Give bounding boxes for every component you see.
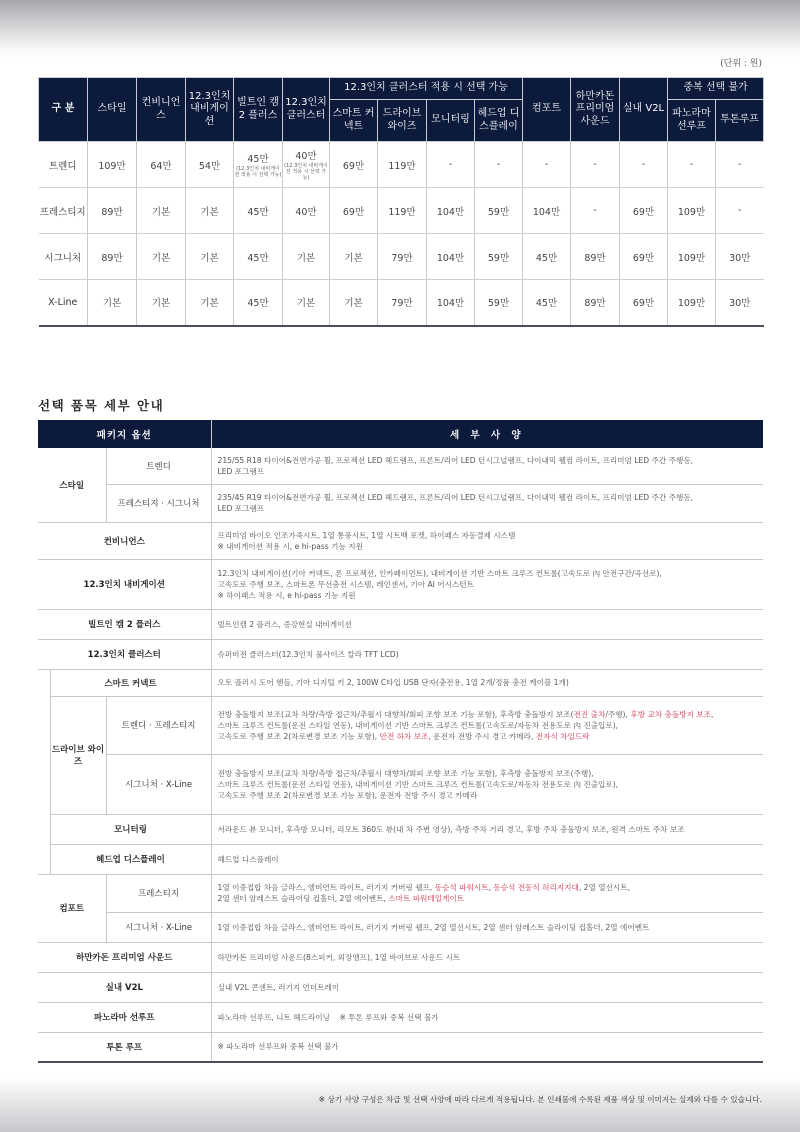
option-harman: 하만카돈 프리미엄 사운드 [38, 942, 211, 972]
spec-desc: 슈퍼비전 클러스터(12.3인치 풀사이즈 칼라 TFT LCD) [211, 639, 763, 669]
harman-cell: 89만 [571, 280, 620, 326]
option-hud: 헤드업 디스플레이 [50, 844, 211, 874]
option-monitoring: 모니터링 [50, 814, 211, 844]
comfort-cell: - [523, 142, 571, 188]
builtin-cam-price: 45만 [247, 154, 269, 165]
cluster-cell: 기본 [283, 280, 330, 326]
option-style: 스타일 [38, 448, 106, 522]
header-convenience: 컨비니언스 [137, 78, 186, 142]
drive-wise-cell: 119만 [378, 188, 427, 234]
convenience-cell: 기본 [137, 234, 186, 280]
spec-line: LED 포그램프 [217, 504, 265, 513]
smart-connect-cell: 69만 [330, 142, 378, 188]
twotone-cell: - [716, 188, 764, 234]
harman-cell: 89만 [571, 234, 620, 280]
spec-desc: 오토 플러시 도어 핸들, 기아 디지털 키 2, 100W C타입 USB 단자(충전용, 1열 2개/정품 충전 케이블 1개) [211, 669, 763, 696]
spec-line: 스마트 크루즈 컨트롤(운전 스타일 연동), 내비게이션 기반 스마트 크루즈 컨트롤(고속도로/자동차 전용도로 內 진출입로), [217, 779, 619, 789]
highlight-text: 스마트 파워테일게이트 [388, 894, 465, 903]
v2l-cell: 69만 [620, 234, 668, 280]
option-v2l: 실내 V2L [38, 972, 211, 1002]
panorama-cell: 109만 [668, 234, 716, 280]
spec-desc [211, 559, 763, 609]
spec-desc: 실내 V2L 콘센트, 러기지 언더트레이 [211, 972, 763, 1002]
spec-text: 1열 이중접합 차음 글라스, 엠비언트 라이트, 러기지 커버링 쉘프, [217, 883, 435, 892]
highlight-text: 전진 출차 [573, 709, 606, 719]
detail-table [38, 420, 763, 1063]
table-row [38, 669, 763, 696]
table-row [38, 484, 763, 522]
navi-cell: 기본 [186, 280, 234, 326]
table-row [38, 874, 763, 912]
table-row [38, 844, 763, 874]
highlight-text: 후방 교차 충돌방지 보조, [630, 709, 714, 719]
monitoring-cell: 104만 [427, 280, 475, 326]
hud-cell: 59만 [475, 234, 523, 280]
builtin-cam-cell: 45만 [234, 280, 283, 326]
sub-signature-xline: 시그니처 · X-Line [106, 754, 211, 814]
spec-text: , 운전자 전방 주시 경고 카메라, [428, 731, 536, 741]
header-comfort: 컴포트 [523, 78, 571, 142]
spec-desc [211, 696, 763, 754]
sub-trendy: 트렌디 [106, 448, 211, 484]
spec-desc: 1열 이중접합 차음 글라스, 엠비언트 라이트, 러기지 커버링 쉘프, 2열 열선시트, 2열 센터 암레스트 슬라이딩 컵홀더, 2열 에어벤트 [211, 912, 763, 942]
unit-label: (단위 : 원) [720, 59, 762, 69]
table-row [38, 1002, 763, 1032]
style-cell: 89만 [88, 234, 137, 280]
header-cluster: 12.3인치 클러스터 [283, 78, 330, 142]
table-row [38, 942, 763, 972]
option-smart-connect: 스마트 커넥트 [50, 669, 211, 696]
spec-desc: 빌트인캠 2 플러스, 증강현실 내비게이션 [211, 609, 763, 639]
spec-desc: ※ 파노라마 선루프와 중복 선택 불가 [211, 1032, 763, 1062]
header-builtin-cam: 빌트인 캠 2 플러스 [234, 78, 283, 142]
trim-cell: X-Line [39, 280, 88, 326]
spec-line [218, 731, 758, 742]
panorama-cell: 109만 [668, 188, 716, 234]
style-cell: 109만 [88, 142, 137, 188]
drive-wise-cell: 79만 [378, 280, 427, 326]
header-package-option: 패키지 옵션 [38, 420, 211, 448]
drive-wise-cell: 79만 [378, 234, 427, 280]
header-trim: 구 분 [39, 78, 88, 142]
spec-line: 235/45 R19 타이어&전면가공 휠, 프로젝션 LED 헤드램프, 프론트/리어 LED 턴시그널램프, 다이내믹 웰컴 라이트, 프리미엄 LED 주간 주행등, [217, 493, 694, 502]
sub-signature-xline: 시그니처 · X-Line [106, 912, 211, 942]
spec-line: ※ 내비게이션 적용 시, e hi-pass 기능 지원 [217, 541, 363, 551]
spec-line: 12.3인치 내비게이션(기아 커넥트, 폰 프로젝션, 인카페이먼트), 내비게이션 기반 스마트 크루즈 컨트롤(고속도로 內 안전구간/곡선로), [217, 568, 662, 578]
hud-cell: 59만 [475, 188, 523, 234]
spec-desc: 하만카돈 프리미엄 사운드(8스피커, 외장앰프), 1열 바이브로 사운드 시트 [211, 942, 763, 972]
sub-prestige-signature: 프레스티지 · 시그니처 [106, 484, 211, 522]
spec-text: /주행), [605, 709, 631, 719]
convenience-cell: 기본 [137, 188, 186, 234]
table-row [38, 754, 763, 814]
sub-prestige: 프레스티지 [106, 874, 211, 912]
header-twotone: 투톤루프 [716, 100, 764, 142]
spec-line: ※ 하이패스 적용 시, e hi-pass 기능 지원 [217, 590, 356, 600]
header-cluster-group: 12.3인치 클러스터 적용 시 선택 가능 [330, 78, 523, 100]
table-row [39, 280, 764, 326]
table-row [39, 188, 764, 234]
option-comfort: 컴포트 [38, 874, 106, 942]
spec-text: 전방 충돌방지 보조(교차 차량/측방 접근차/추월시 대향차/회피 조향 보조 기능 포함), 후측방 충돌방지 보조( [217, 709, 574, 719]
table-row [38, 609, 763, 639]
spec-line [218, 882, 758, 893]
table-row [38, 1032, 763, 1062]
hud-cell: 59만 [475, 280, 523, 326]
spec-desc: 헤드업 디스플레이 [211, 844, 763, 874]
spec-line [218, 709, 758, 720]
builtin-cam-cell: 45만 [234, 188, 283, 234]
option-convenience: 컨비니언스 [38, 522, 211, 559]
highlight-text: 동승석 전동식 허리지지대 [493, 883, 579, 892]
spec-text: 고속도로 주행 보조 2(차로변경 보조 기능 포함), [217, 731, 380, 741]
twotone-cell: 30만 [716, 234, 764, 280]
spec-line: 고속도로 주행 보조 2(차로변경 보조 기능 포함), 운전자 전방 주시 경고 카메라 [217, 790, 478, 800]
table-row [38, 559, 763, 609]
table-row [38, 814, 763, 844]
drive-wise-cell: 119만 [378, 142, 427, 188]
table-row [39, 234, 764, 280]
harman-cell: - [571, 142, 620, 188]
convenience-cell: 기본 [137, 280, 186, 326]
sub-trendy-prestige: 트렌디 · 프레스티지 [106, 696, 211, 754]
hud-cell: - [475, 142, 523, 188]
section-title: 선택 품목 세부 안내 [38, 398, 165, 413]
comfort-cell: 45만 [523, 280, 571, 326]
spec-text: , 2열 열선시트, [578, 883, 630, 892]
header-panorama: 파노라마 선루프 [668, 100, 716, 142]
header-hud: 헤드업 디스플레이 [475, 100, 523, 142]
spec-desc: 파노라마 선루프, 니트 헤드라이닝 ※ 투톤 루프와 중복 선택 불가 [211, 1002, 763, 1032]
spec-text: 2열 센터 암레스트 슬라이딩 컵홀더, 2열 에어벤트, [217, 894, 389, 903]
spec-desc [211, 522, 763, 559]
comfort-cell: 45만 [523, 234, 571, 280]
highlight-text: 동승석 파워시트 [434, 883, 489, 892]
option-navi: 12.3인치 내비게이션 [38, 559, 211, 609]
spec-desc [211, 874, 763, 912]
spec-line: 프리미엄 바이오 인조가죽시트, 1열 통풍시트, 1열 시트백 포켓, 하이패스 자동결제 시스템 [217, 530, 516, 540]
option-panorama: 파노라마 선루프 [38, 1002, 211, 1032]
trim-cell: 시그니처 [39, 234, 88, 280]
header-spec: 세 부 사 양 [211, 420, 763, 448]
cluster-cell: 40만 [283, 188, 330, 234]
convenience-cell: 64만 [137, 142, 186, 188]
indent-spacer [38, 669, 50, 874]
spec-line: 스마트 크루즈 컨트롤(운전 스타일 연동), 내비게이션 기반 스마트 크루즈 컨트롤(고속도로/자동차 전용도로 內 진출입로), [217, 720, 619, 730]
monitoring-cell: 104만 [427, 188, 475, 234]
harman-cell: - [571, 188, 620, 234]
navi-cell: 기본 [186, 188, 234, 234]
spec-line: 고속도로 주행 보조, 스마트폰 무선충전 시스템, 레인센서, 기아 AI 어시스턴트 [217, 579, 474, 589]
header-harman: 하만카돈 프리미엄 사운드 [571, 78, 620, 142]
table-row [38, 912, 763, 942]
table-row [38, 696, 763, 754]
table-row [38, 639, 763, 669]
monitoring-cell: 104만 [427, 234, 475, 280]
cluster-note: (12.3인치 내비게이션 적용 시 선택 가능) [284, 163, 328, 181]
v2l-cell: 69만 [620, 280, 668, 326]
style-cell: 89만 [88, 188, 137, 234]
price-table [38, 77, 764, 327]
monitoring-cell: - [427, 142, 475, 188]
twotone-cell: 30만 [716, 280, 764, 326]
smart-connect-cell: 69만 [330, 188, 378, 234]
spec-line: 215/55 R18 타이어&전면가공 휠, 프로젝션 LED 헤드램프, 프론트/리어 LED 턴시그널램프, 다이내믹 웰컴 라이트, 프리미엄 LED 주간 주행등, [217, 455, 694, 465]
navi-cell: 기본 [186, 234, 234, 280]
spec-desc [211, 484, 763, 522]
header-drive-wise: 드라이브 와이즈 [378, 100, 427, 142]
smart-connect-cell: 기본 [330, 280, 378, 326]
option-builtin-cam: 빌트인 캠 2 플러스 [38, 609, 211, 639]
cluster-cell: 기본 [283, 234, 330, 280]
table-row [38, 522, 763, 559]
cluster-price: 40만 [295, 151, 317, 162]
spec-line [218, 893, 758, 904]
spec-line: LED 포그램프 [217, 466, 265, 476]
header-style: 스타일 [88, 78, 137, 142]
panorama-cell: 109만 [668, 280, 716, 326]
smart-connect-cell: 기본 [330, 234, 378, 280]
v2l-cell: - [620, 142, 668, 188]
highlight-text: 전자식 차일드락 [535, 731, 590, 741]
navi-cell: 54만 [186, 142, 234, 188]
highlight-text: 안전 하차 보조 [379, 731, 429, 741]
spec-text: , [488, 883, 494, 892]
table-row [39, 142, 764, 188]
comfort-cell: 104만 [523, 188, 571, 234]
header-navi: 12.3인치 내비게이션 [186, 78, 234, 142]
twotone-cell: - [716, 142, 764, 188]
cluster-cell [283, 142, 330, 188]
style-cell: 기본 [88, 280, 137, 326]
option-twotone: 투톤 루프 [38, 1032, 211, 1062]
header-monitoring: 모니터링 [427, 100, 475, 142]
spec-line: 전방 충돌방지 보조(교차 차량/측방 접근차/추월시 대향차/회피 조향 보조 기능 포함), 후측방 충돌방지 보조(주행), [217, 768, 594, 778]
panorama-cell: - [668, 142, 716, 188]
option-drive-wise: 드라이브 와이즈 [50, 696, 106, 814]
header-no-dup-group: 중복 선택 불가 [668, 78, 764, 100]
spec-desc [211, 448, 763, 484]
spec-desc: 서라운드 뷰 모니터, 후측방 모니터, 리모트 360도 뷰(내 차 주변 영상), 측방 주차 거리 경고, 후방 주차 충돌방지 보조, 원격 스마트 주차 보조 [211, 814, 763, 844]
spec-desc [211, 754, 763, 814]
header-smart-connect: 스마트 커넥트 [330, 100, 378, 142]
table-row [38, 972, 763, 1002]
builtin-cam-cell [234, 142, 283, 188]
option-cluster: 12.3인치 클러스터 [38, 639, 211, 669]
builtin-cam-cell: 45만 [234, 234, 283, 280]
header-v2l: 실내 V2L [620, 78, 668, 142]
trim-cell: 프레스티지 [39, 188, 88, 234]
footer-note: ※ 상기 사양 구성은 차급 및 선택 사양에 따라 다르게 적용됩니다. 본 인쇄물에 수록된 제품 색상 및 이미지는 실제와 다를 수 있습니다. [318, 1095, 762, 1104]
builtin-cam-note: (12.3인치 내비게이션 적용 시 선택 가능) [234, 166, 282, 178]
table-row [38, 448, 763, 484]
v2l-cell: 69만 [620, 188, 668, 234]
trim-cell: 트렌디 [39, 142, 88, 188]
